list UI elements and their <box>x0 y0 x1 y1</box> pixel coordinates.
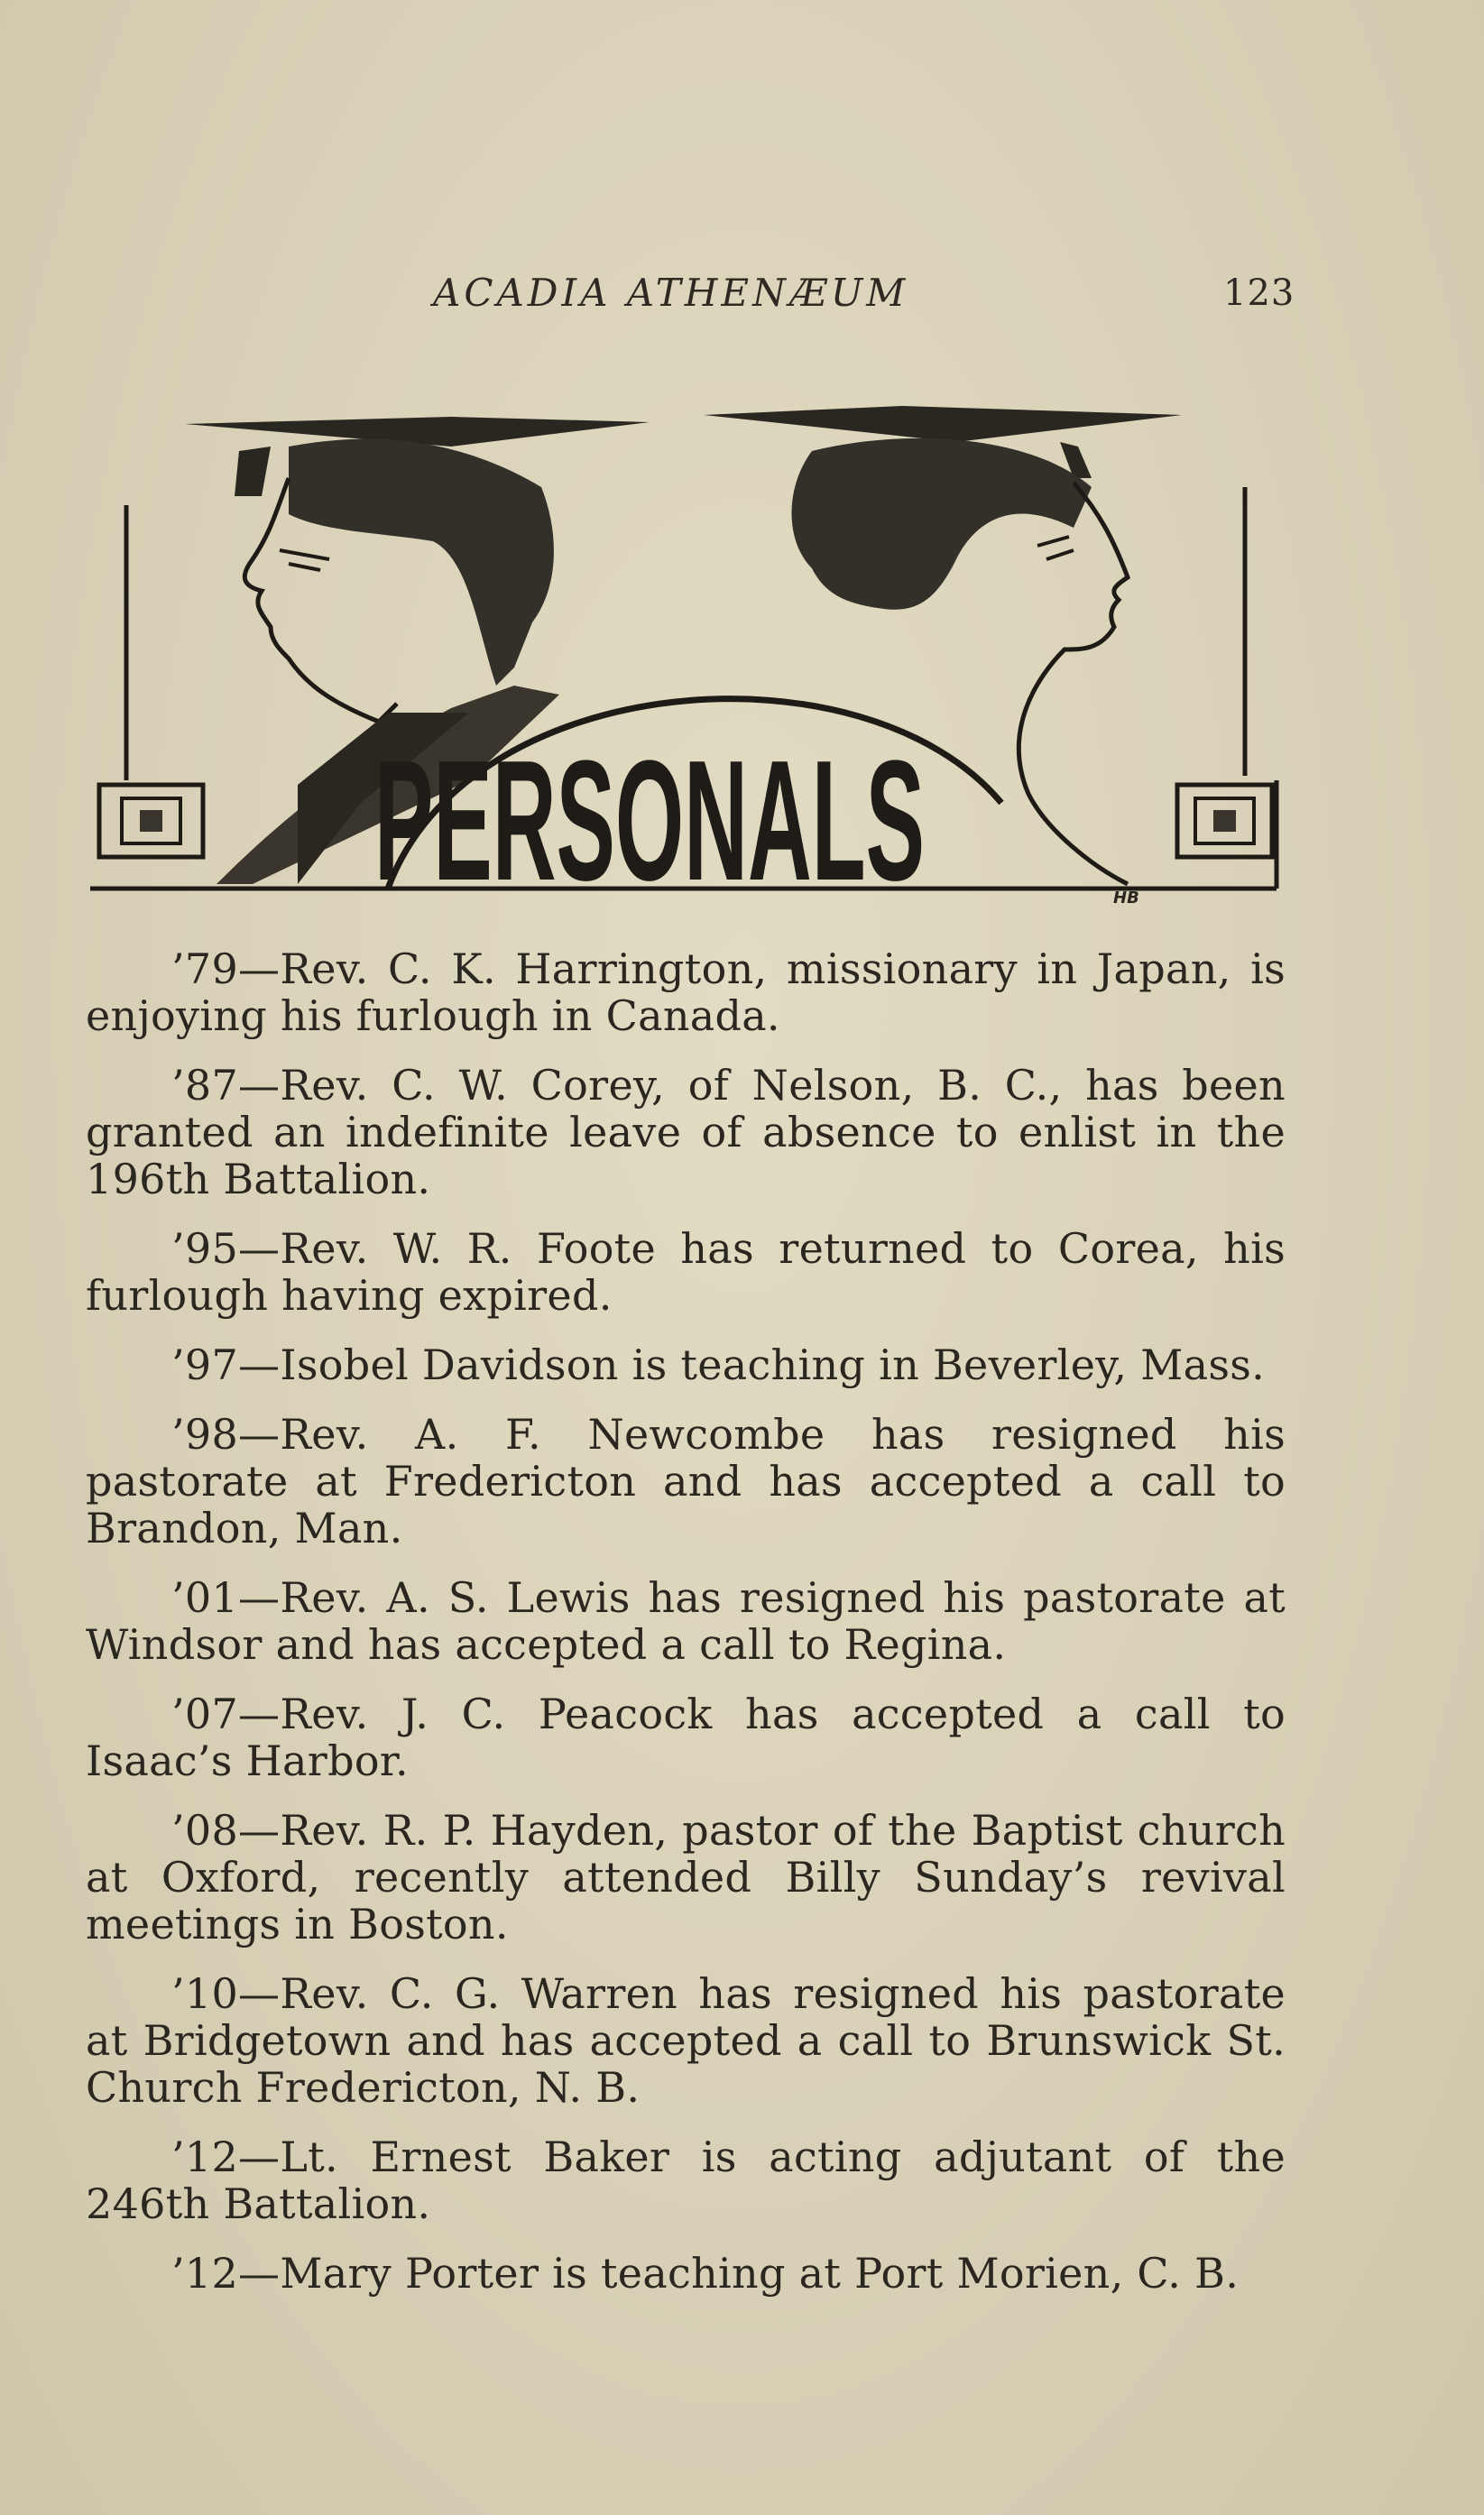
personal-entry: ’79—Rev. C. K. Harrington, missionary in Japan, is enjoying his furlough in Canada. <box>86 944 1286 1040</box>
personal-entry: ’08—Rev. R. P. Hayden, pastor of the Baptist church at Oxford, recently attended Billy Sunday’s revival meetings in Boston. <box>86 1806 1286 1948</box>
personal-entry: ’10—Rev. C. G. Warren has resigned his pastorate at Bridgetown and has accepted a call to Brunswick St. Church Fredericton, N. B. <box>86 1969 1286 2112</box>
personal-entry: ’12—Mary Porter is teaching at Port Morien, C. B. <box>171 2249 1240 2298</box>
personal-entry: ’95—Rev. W. R. Foote has returned to Corea, his furlough having expired. <box>86 1224 1286 1320</box>
personal-entry: ’01—Rev. A. S. Lewis has resigned his pastorate at Windsor and has accepted a call to Regina. <box>86 1573 1286 1669</box>
personal-entry: ’97—Isobel Davidson is teaching in Beverley, Mass. <box>171 1340 1266 1389</box>
personal-entry: ’07—Rev. J. C. Peacock has accepted a call to Isaac’s Harbor. <box>86 1690 1286 1785</box>
running-header <box>0 271 1484 325</box>
artist-initials: HB <box>1113 889 1139 907</box>
personals-banner-illustration <box>90 379 1281 911</box>
page-number: 123 <box>1223 272 1295 314</box>
personal-entry: ’87—Rev. C. W. Corey, of Nelson, B. C., has been granted an indefinite leave of absence to enlist in the 196th Battalion. <box>86 1061 1286 1203</box>
left-ornament-box <box>99 785 203 857</box>
personal-notes <box>86 945 1286 2319</box>
running-title: ACADIA ATHENÆUM <box>433 271 909 315</box>
personal-entry: ’98—Rev. A. F. Newcombe has resigned his pastorate at Fredericton and has accepted a call to Brandon, Man. <box>86 1410 1286 1552</box>
right-ornament-box <box>1177 785 1272 857</box>
personals-title: PERSONALS <box>374 725 925 911</box>
personal-entry: ’12—Lt. Ernest Baker is acting adjutant of the 246th Battalion. <box>86 2133 1286 2228</box>
